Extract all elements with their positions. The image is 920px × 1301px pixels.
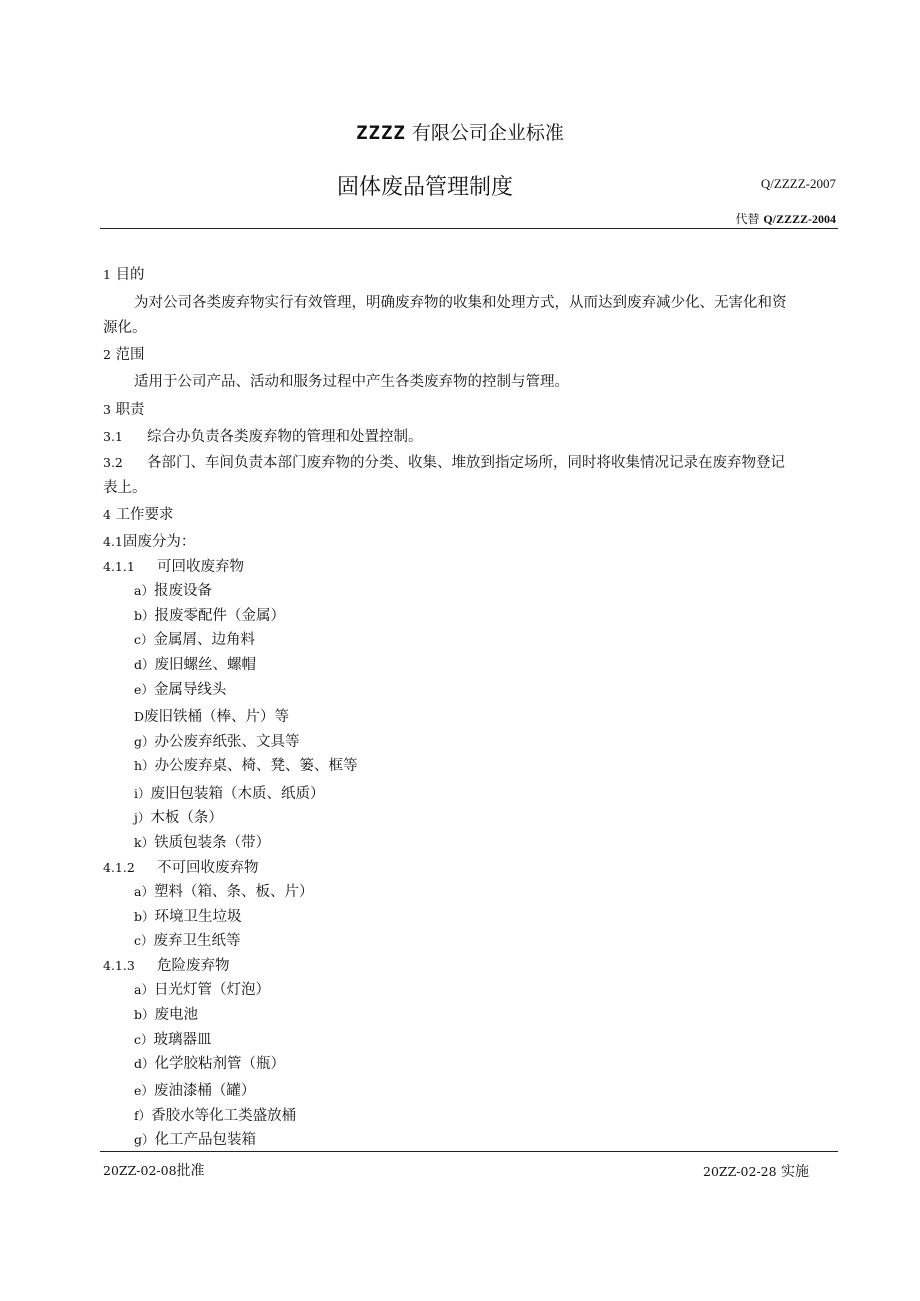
header-rule <box>100 228 838 229</box>
list-item: a）报废设备 <box>134 583 212 599</box>
section-heading: 1 目的 <box>103 267 145 283</box>
list-item: e）废油漆桶（罐） <box>134 1083 256 1099</box>
paragraph-line: 为对公司各类废弃物实行有效管理，明确废弃物的收集和处理方式，从而达到废弃减少化、无害化和资 <box>134 295 787 311</box>
list-item: i）废旧包装箱（木质、纸质） <box>134 786 325 802</box>
list-item: c）废弃卫生纸等 <box>134 933 241 949</box>
list-item: c）金属屑、边角料 <box>134 632 256 648</box>
footer-rule <box>100 1151 838 1152</box>
list-item: j）木板（条） <box>134 810 223 826</box>
clause-line: 4.1.1 可回收废弃物 <box>103 559 244 575</box>
list-item: d）废旧螺丝、螺帽 <box>134 657 257 673</box>
replaces-number: Q/ZZZZ-2004 <box>763 212 836 226</box>
clause-line: 4.1.3 危险废弃物 <box>103 958 230 974</box>
list-item: h）办公废弃桌、椅、凳、篓、框等 <box>134 758 358 774</box>
list-item: f）香胶水等化工类盛放桶 <box>134 1108 297 1124</box>
list-item: b）废电池 <box>134 1007 199 1023</box>
list-item: d）化学胶粘剂管（瓶） <box>134 1056 286 1072</box>
paragraph-line: 源化。 <box>103 320 147 336</box>
effective-date: 20ZZ-02-28 实施 <box>703 1164 809 1180</box>
replaces-standard <box>735 210 836 227</box>
list-item: k）铁质包装条（带） <box>134 835 271 851</box>
paragraph-line: 表上。 <box>103 480 147 496</box>
document-title: 固体废品管理制度 <box>336 175 513 200</box>
list-item: D废旧铁桶（棒、片）等 <box>134 709 290 725</box>
company-suffix: 有限公司企业标准 <box>411 122 564 144</box>
list-item: a）塑料（箱、条、板、片） <box>134 884 314 900</box>
clause-line: 4.1.2 不可回收废弃物 <box>103 860 259 876</box>
section-heading: 3 职责 <box>103 402 145 418</box>
clause-line: 3.1 综合办负责各类废弃物的管理和处置控制。 <box>103 429 423 445</box>
list-item: g）化工产品包装箱 <box>134 1132 257 1148</box>
clause-line: 4.1固废分为： <box>103 534 196 550</box>
standard-number: Q/ZZZZ-2007 <box>760 176 836 191</box>
list-item: b）环境卫生垃圾 <box>134 909 242 925</box>
approval-date: 20ZZ-02-08批准 <box>103 1163 205 1179</box>
paragraph-line: 适用于公司产品、活动和服务过程中产生各类废弃物的控制与管理。 <box>134 374 569 390</box>
list-item: c）玻璃器皿 <box>134 1032 212 1048</box>
section-heading: 2 范围 <box>103 347 145 363</box>
company-code: ZZZZ <box>356 122 406 144</box>
list-item: b）报废零配件（金属） <box>134 608 286 624</box>
list-item: e）金属导线头 <box>134 682 227 698</box>
list-item: g）办公废弃纸张、文具等 <box>134 734 300 750</box>
clause-line: 3.2 各部门、车间负责本部门废弃物的分类、收集、堆放到指定场所，同时将收集情况记录在废弃物登记 <box>103 455 785 471</box>
replaces-label: 代替 <box>735 212 760 226</box>
company-title <box>0 118 920 145</box>
section-heading: 4 工作要求 <box>103 507 174 523</box>
list-item: a）日光灯管（灯泡） <box>134 982 270 998</box>
